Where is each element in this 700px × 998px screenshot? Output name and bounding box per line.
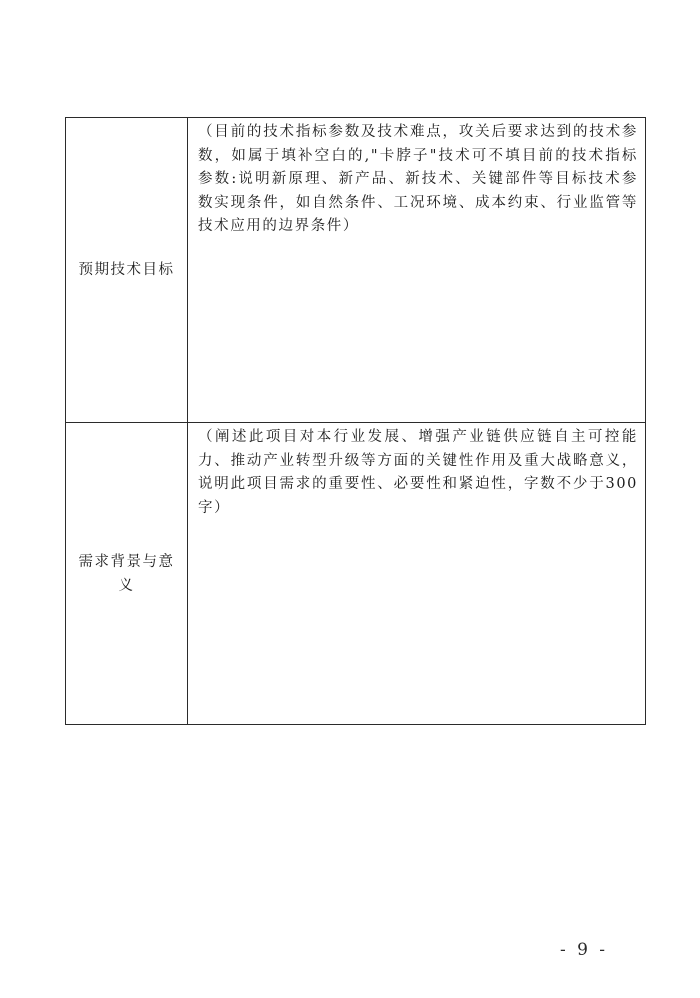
- row-instructions-background-significance[interactable]: （阐述此项目对本行业发展、增强产业链供应链自主可控能力、推动产业转型升级等方面的关键性作用及重大战略意义，说明此项目需求的重要性、必要性和紧迫性，字数不少于300字）: [188, 423, 646, 725]
- table-row-background-significance: [66, 423, 646, 725]
- row-instructions-technical-goal[interactable]: （目前的技术指标参数及技术难点，攻关后要求达到的技术参数，如属于填补空白的,"卡脖子"技术可不填目前的技术指标参数:说明新原理、新产品、新技术、关键部件等目标技术参数实现条件，如自然条件、工况环境、成本约束、行业监管等技术应用的边界条件）: [188, 118, 646, 423]
- row-label-background-significance: 需求背景与意义: [66, 423, 188, 725]
- page-number: - 9 -: [559, 940, 609, 960]
- table-row-technical-goal: [66, 118, 646, 423]
- row-label-technical-goal: 预期技术目标: [66, 118, 188, 423]
- requirement-form-table: [65, 117, 646, 725]
